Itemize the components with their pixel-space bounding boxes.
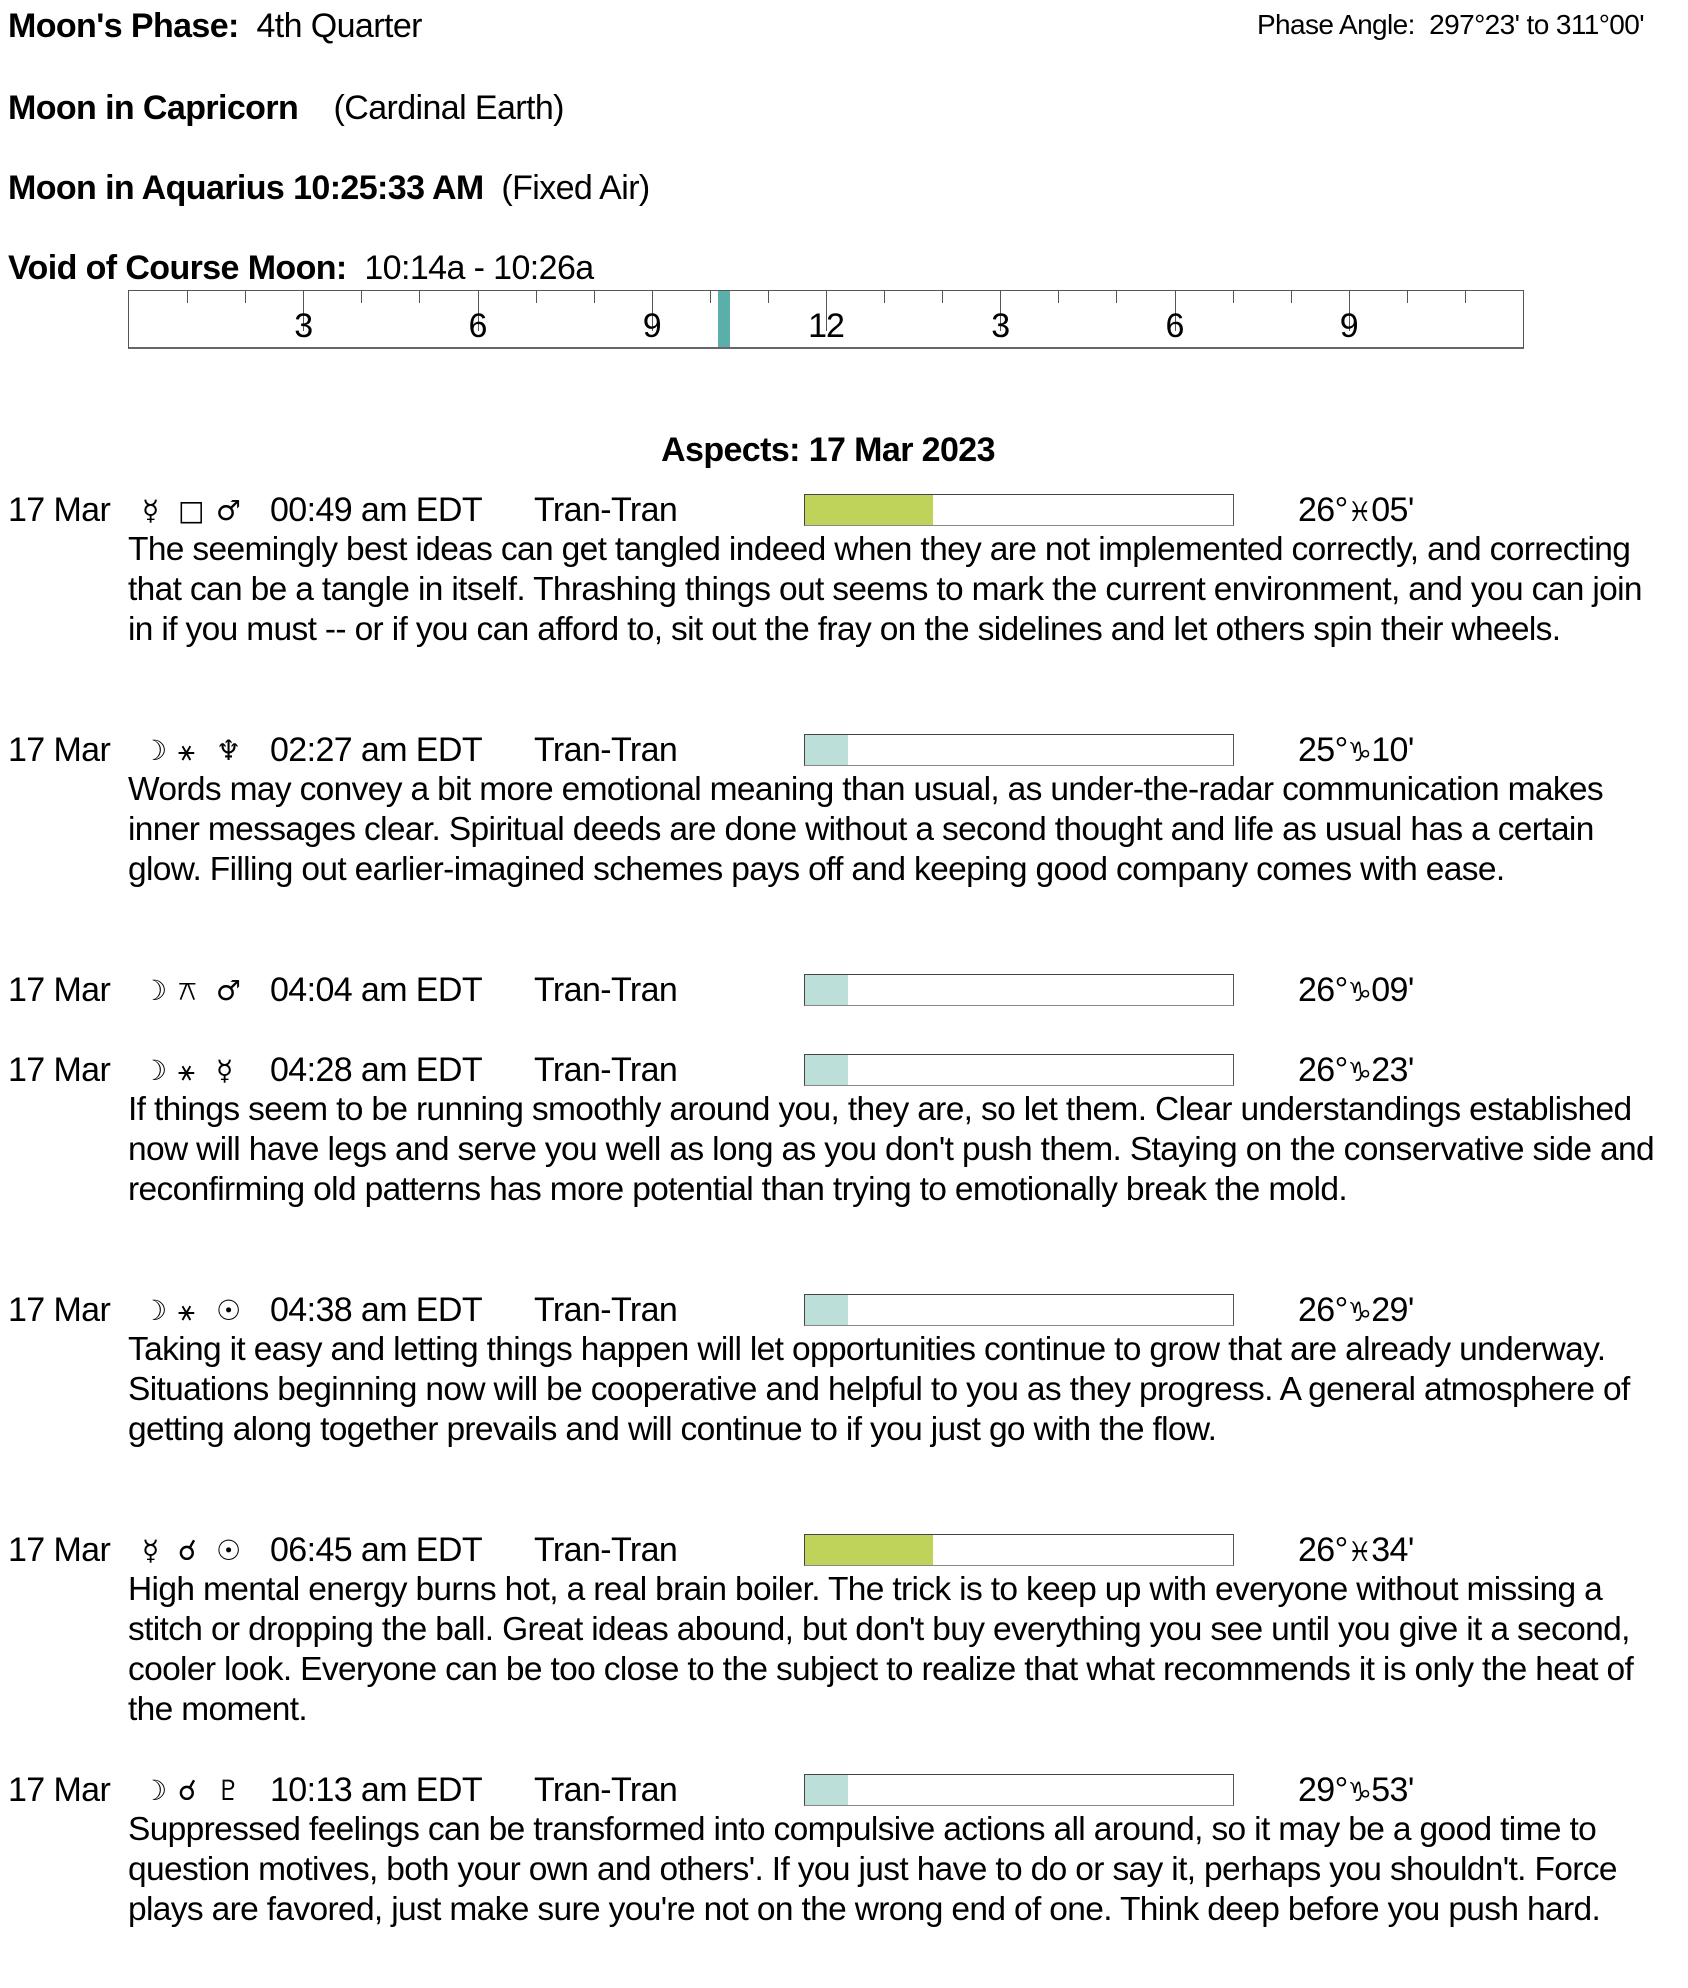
capricorn-icon: ♑ [1347,1297,1372,1328]
phase-angle-value: 297°23' to 311°00' [1429,9,1644,40]
voc-label: Void of Course Moon: [8,249,347,287]
aspect-time: 00:49 am EDT [270,491,483,529]
aspect-type: Tran-Tran [534,731,678,769]
timeline-tick [1291,291,1292,303]
timeline-tick [187,291,188,303]
aspect-minutes: 23' [1371,1051,1414,1089]
aspect-strength-bar [804,734,1234,766]
sextile-aspect-icon: ⚹ [178,734,195,767]
timeline-tick [1058,291,1059,303]
moon-sign-2-note: (Fixed Air) [501,169,650,207]
sun-icon: ☉ [216,1294,241,1327]
aspect-date: 17 Mar [8,1531,111,1569]
timeline-tick [1116,291,1117,303]
moon-phase-line [8,6,422,46]
moon-icon: ☽ [142,974,167,1007]
aspect-strength-fill [805,495,933,525]
aspect-time: 10:13 am EDT [270,1771,483,1809]
aspect-time: 06:45 am EDT [270,1531,483,1569]
voc-value: 10:14a - 10:26a [364,249,594,287]
aspect-description: Suppressed feelings can be transformed into compulsive actions all around, so it may be a good time to question motives, both your own and others'. If you just have to do or say it, perhaps you shouldn't. Force plays are favored, just make sure you're not on the wrong end of one. Think deep before you push hard. [128,1811,1617,1928]
aspect-minutes: 53' [1371,1771,1414,1809]
aspect-position [1298,1770,1414,1813]
void-of-course-marker [718,291,730,347]
aspect-date: 17 Mar [8,971,111,1009]
pluto-icon: ♇ [216,1774,241,1807]
capricorn-icon: ♑ [1347,977,1372,1008]
moon-icon: ☽ [142,1774,167,1807]
moon-sign-capricorn-line [8,88,564,128]
timeline-tick [245,291,246,303]
aspect-description: The seemingly best ideas can get tangled indeed when they are not implemented correctly, and correcting that can be a tangle in itself. Thrashing things out seems to mark the current environment, and you can join in if you must -- or if you can afford to, sit out the fray on the sidelines and let others spin their wheels. [128,531,1642,648]
aspect-date: 17 Mar [8,1291,111,1329]
phase-angle-label: Phase Angle: [1256,9,1415,40]
timeline-tick [1465,291,1466,303]
timeline-tick-label: 9 [1339,307,1358,345]
timeline-tick [419,291,420,303]
timeline-tick [768,291,769,303]
timeline-tick [710,291,711,303]
aspect-degree: 26° [1298,971,1348,1009]
aspect-strength-bar [804,1294,1234,1326]
conjunction-aspect-icon: ☌ [178,1774,197,1807]
sextile-aspect-icon: ⚹ [178,1054,195,1087]
aspect-minutes: 29' [1371,1291,1414,1329]
aspect-date: 17 Mar [8,1051,111,1089]
aspect-position [1298,1290,1414,1333]
void-of-course-timeline [128,290,1524,349]
aspect-description: Words may convey a bit more emotional meaning than usual, as under-the-radar communication makes inner messages clear. Spiritual deeds are done without a second thought and life as usual has a certain glow. Filling out earlier-imagined schemes pays off and keeping good company comes with ease. [128,771,1604,888]
mars-icon: ♂ [216,974,241,1007]
aspect-strength-bar [804,1774,1234,1806]
aspect-strength-bar [804,1534,1234,1566]
aspect-strength-fill [805,1775,848,1805]
aspect-type: Tran-Tran [534,491,678,529]
aspect-description: Taking it easy and letting things happen will let opportunities continue to grow that are already underway. Situations beginning now will be cooperative and helpful to you as they progress. A general atmosphere of getting along together prevails and will continue to if you just go with the flow. [128,1331,1630,1448]
aspect-type: Tran-Tran [534,1291,678,1329]
moon-phase-value: 4th Quarter [256,7,422,45]
aspect-strength-bar [804,494,1234,526]
moon-phase-label: Moon's Phase: [8,7,239,45]
aspect-strength-fill [805,975,848,1005]
moon-sign-aquarius-line [8,168,650,208]
aspect-strength-fill [805,1535,933,1565]
aspect-time: 02:27 am EDT [270,731,483,769]
capricorn-icon: ♑ [1347,737,1372,768]
aspect-strength-bar [804,974,1234,1006]
aspect-minutes: 34' [1371,1531,1414,1569]
aspect-minutes: 09' [1371,971,1414,1009]
timeline-tick-label: 6 [468,307,487,345]
moon-sign-1-note: (Cardinal Earth) [333,89,564,127]
aspect-position [1298,1530,1414,1573]
aspect-type: Tran-Tran [534,971,678,1009]
timeline-tick-label: 6 [1165,307,1184,345]
mercury-icon: ☿ [142,1534,159,1567]
timeline-tick [594,291,595,303]
aspect-degree: 25° [1298,731,1348,769]
aspect-date: 17 Mar [8,1771,111,1809]
aspect-strength-bar [804,1054,1234,1086]
conjunction-aspect-icon: ☌ [178,1534,197,1567]
aspect-description: High mental energy burns hot, a real brain boiler. The trick is to keep up with everyone without missing a stitch or dropping the ball. Great ideas abound, but don't buy everything you see until you give it a second, cooler look. Everyone can be too close to the subject to realize that what recommends it is only the heat of the moment. [128,1571,1634,1728]
timeline-tick-label: 12 [808,307,844,345]
mercury-icon: ☿ [216,1054,233,1087]
aspect-time: 04:28 am EDT [270,1051,483,1089]
aspect-position [1298,970,1414,1013]
square-aspect-icon: □ [178,494,204,527]
aspect-type: Tran-Tran [534,1531,678,1569]
aspect-position [1298,490,1414,533]
timeline-tick [536,291,537,303]
aspect-time: 04:04 am EDT [270,971,483,1009]
sun-icon: ☉ [216,1534,241,1567]
aspect-type: Tran-Tran [534,1051,678,1089]
aspect-type: Tran-Tran [534,1771,678,1809]
aspect-strength-fill [805,1295,848,1325]
aspect-degree: 26° [1298,491,1348,529]
moon-icon: ☽ [142,1054,167,1087]
aspect-degree: 26° [1298,1291,1348,1329]
aspect-strength-fill [805,735,848,765]
aspect-degree: 29° [1298,1771,1348,1809]
moon-icon: ☽ [142,1294,167,1327]
aspect-degree: 26° [1298,1051,1348,1089]
aspect-description: If things seem to be running smoothly around you, they are, so let them. Clear understandings established now will have legs and serve you well as long as you don't push them. Staying on the conservative side and reconfirming old patterns has more potential than trying to emotionally break the mold. [128,1091,1654,1208]
aspect-strength-fill [805,1055,848,1085]
aspect-minutes: 05' [1371,491,1414,529]
timeline-tick [1407,291,1408,303]
aspects-title: Aspects: 17 Mar 2023 [661,431,995,469]
pisces-icon: ♓ [1347,497,1372,528]
mercury-icon: ☿ [142,494,159,527]
pisces-icon: ♓ [1347,1537,1372,1568]
quincunx-aspect-icon: ⚻ [178,974,197,1007]
timeline-tick-label: 9 [642,307,661,345]
capricorn-icon: ♑ [1347,1777,1372,1808]
aspect-degree: 26° [1298,1531,1348,1569]
timeline-tick [942,291,943,303]
aspect-minutes: 10' [1371,731,1414,769]
capricorn-icon: ♑ [1347,1057,1372,1088]
sextile-aspect-icon: ⚹ [178,1294,195,1327]
timeline-tick-label: 3 [294,307,313,345]
mars-icon: ♂ [216,494,241,527]
aspect-date: 17 Mar [8,731,111,769]
timeline-tick [884,291,885,303]
void-of-course-line [8,248,594,288]
timeline-tick [361,291,362,303]
moon-sign-1-label: Moon in Capricorn [8,89,299,127]
aspect-time: 04:38 am EDT [270,1291,483,1329]
moon-sign-2-label: Moon in Aquarius 10:25:33 AM [8,169,484,207]
timeline-tick [1233,291,1234,303]
aspect-position [1298,730,1414,773]
neptune-icon: ♆ [216,734,241,767]
moon-icon: ☽ [142,734,167,767]
phase-angle-line [1257,8,1644,42]
aspect-date: 17 Mar [8,491,111,529]
aspect-position [1298,1050,1414,1093]
timeline-tick-label: 3 [991,307,1010,345]
